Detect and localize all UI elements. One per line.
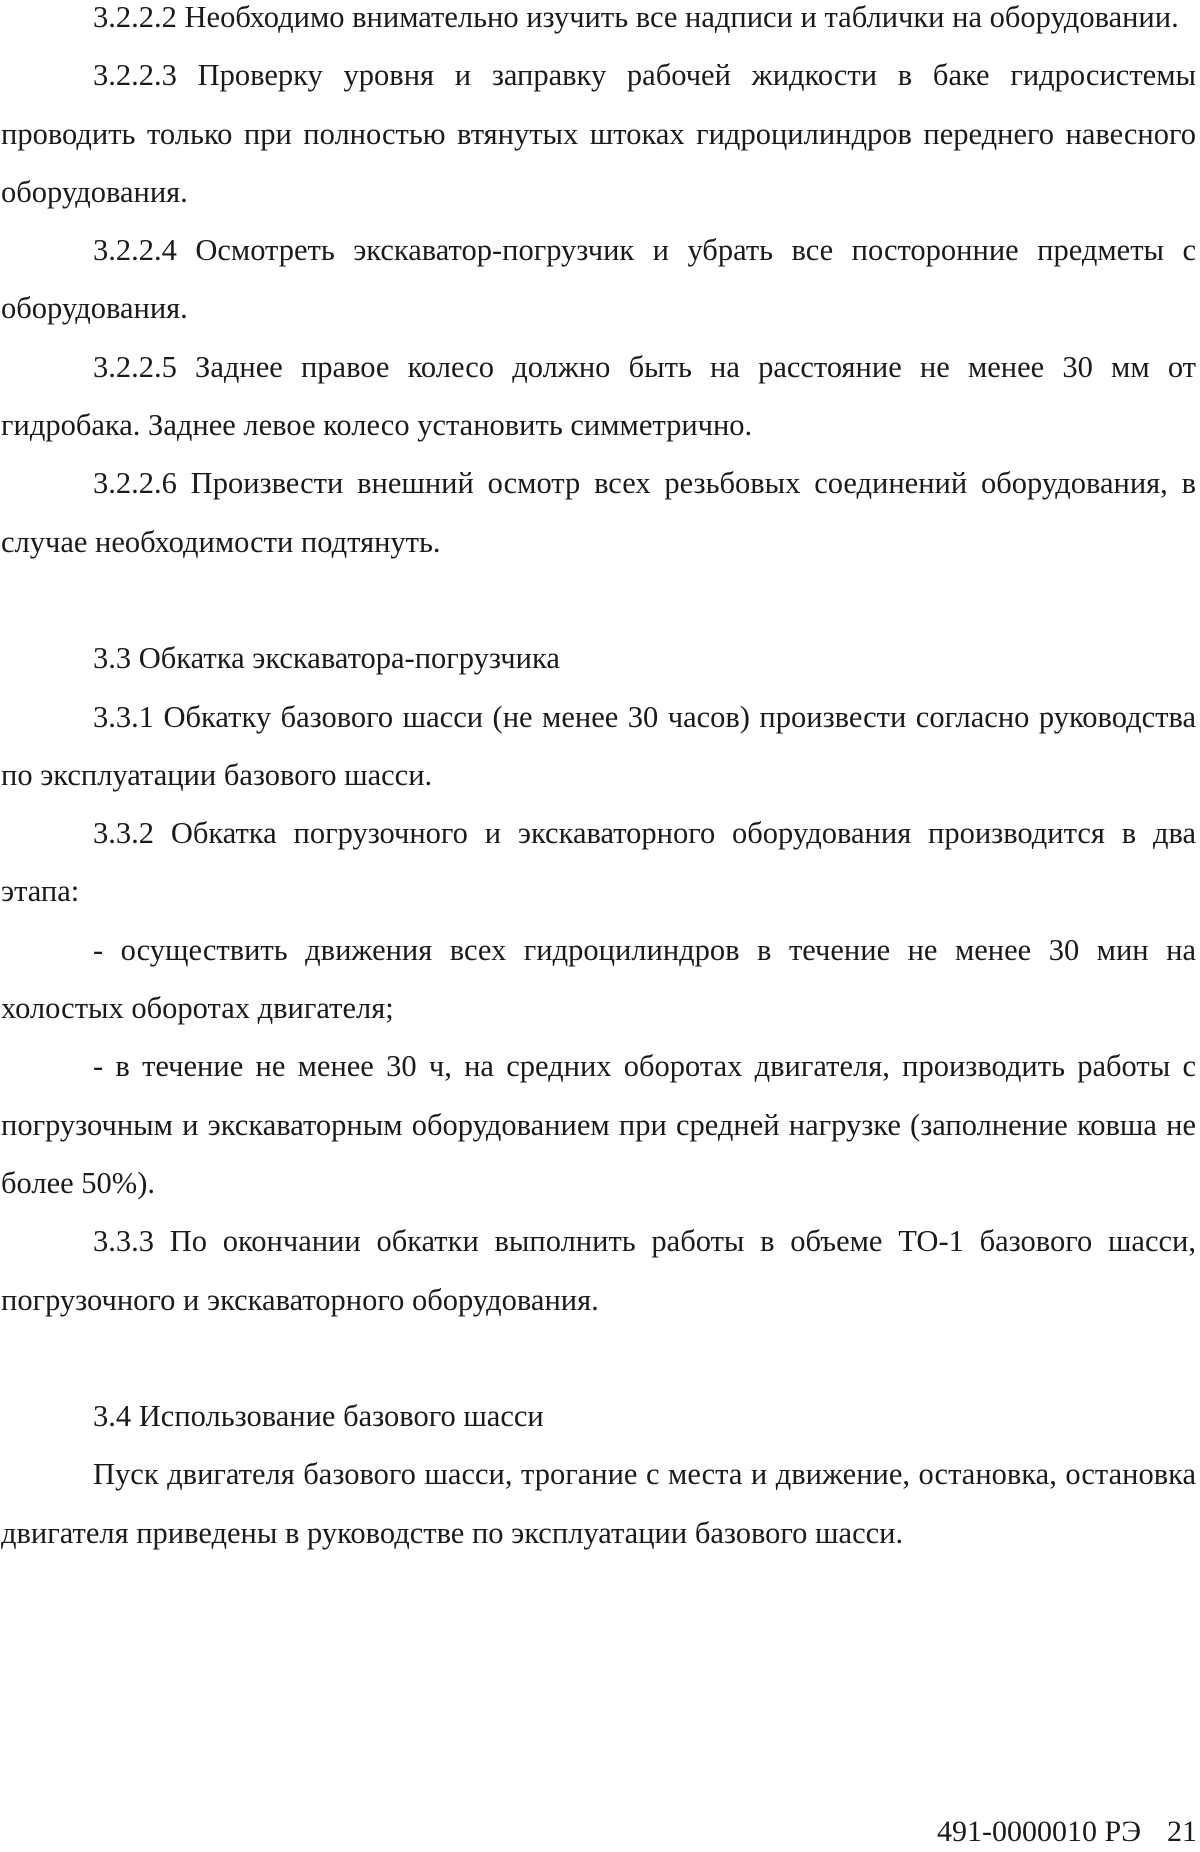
paragraph-3-4-body: Пуск двигателя базового шасси, трогание с места и движение, остановка, остановка двигателя приведены в руководстве по эксплуатации базового шасси. [1, 1457, 1196, 1550]
page-body [1, 0, 1196, 1562]
section-spacer [1, 1329, 1196, 1387]
paragraph-3-3-2: 3.3.2 Обкатка погрузочного и экскаваторного оборудования производится в два этапа: [1, 816, 1196, 909]
paragraph-3-2-2-6: 3.2.2.6 Произвести внешний осмотр всех резьбовых соединений оборудования, в случае необходимости подтянуть. [1, 466, 1196, 559]
page-number: 21 [1167, 1815, 1197, 1848]
paragraph-3-3-3: 3.3.3 По окончании обкатки выполнить работы в объеме ТО-1 базового шасси, погрузочного и экскаваторного оборудования. [1, 1224, 1196, 1317]
paragraph-3-3-1: 3.3.1 Обкатку базового шасси (не менее 30 часов) произвести согласно руководства по эксплуатации базового шасси. [1, 699, 1196, 792]
document-code: 491-0000010 РЭ [937, 1815, 1141, 1848]
section-spacer [1, 571, 1196, 629]
section-heading-3-4: 3.4 Использование базового шасси [93, 1399, 544, 1434]
paragraph-3-2-2-2: 3.2.2.2 Необходимо внимательно изучить все надписи и таблички на оборудовании. [93, 0, 1179, 34]
page-footer [937, 1812, 1197, 1852]
list-item-stage-2: - в течение не менее 30 ч, на средних оборотах двигателя, производить работы с погрузочным и экскаваторным оборудованием при средней нагрузке (заполнение ковша не более 50%). [1, 1049, 1196, 1200]
paragraph-3-2-2-5: 3.2.2.5 Заднее правое колесо должно быть на расстояние не менее 30 мм от гидробака. Заднее левое колесо установить симметрично. [1, 349, 1196, 443]
paragraph-3-2-2-3: 3.2.2.3 Проверку уровня и заправку рабочей жидкости в баке гидросистемы проводить только при полностью втянутых штоках гидроцилиндров переднего навесного оборудования. [1, 58, 1196, 209]
list-item-stage-1: - осуществить движения всех гидроцилиндров в течение не менее 30 мин на холостых оборотах двигателя; [1, 932, 1196, 1026]
section-heading-3-3: 3.3 Обкатка экскаватора-погрузчика [93, 641, 560, 676]
paragraph-3-2-2-4: 3.2.2.4 Осмотреть экскаватор-погрузчик и убрать все посторонние предметы с оборудования. [1, 233, 1196, 326]
